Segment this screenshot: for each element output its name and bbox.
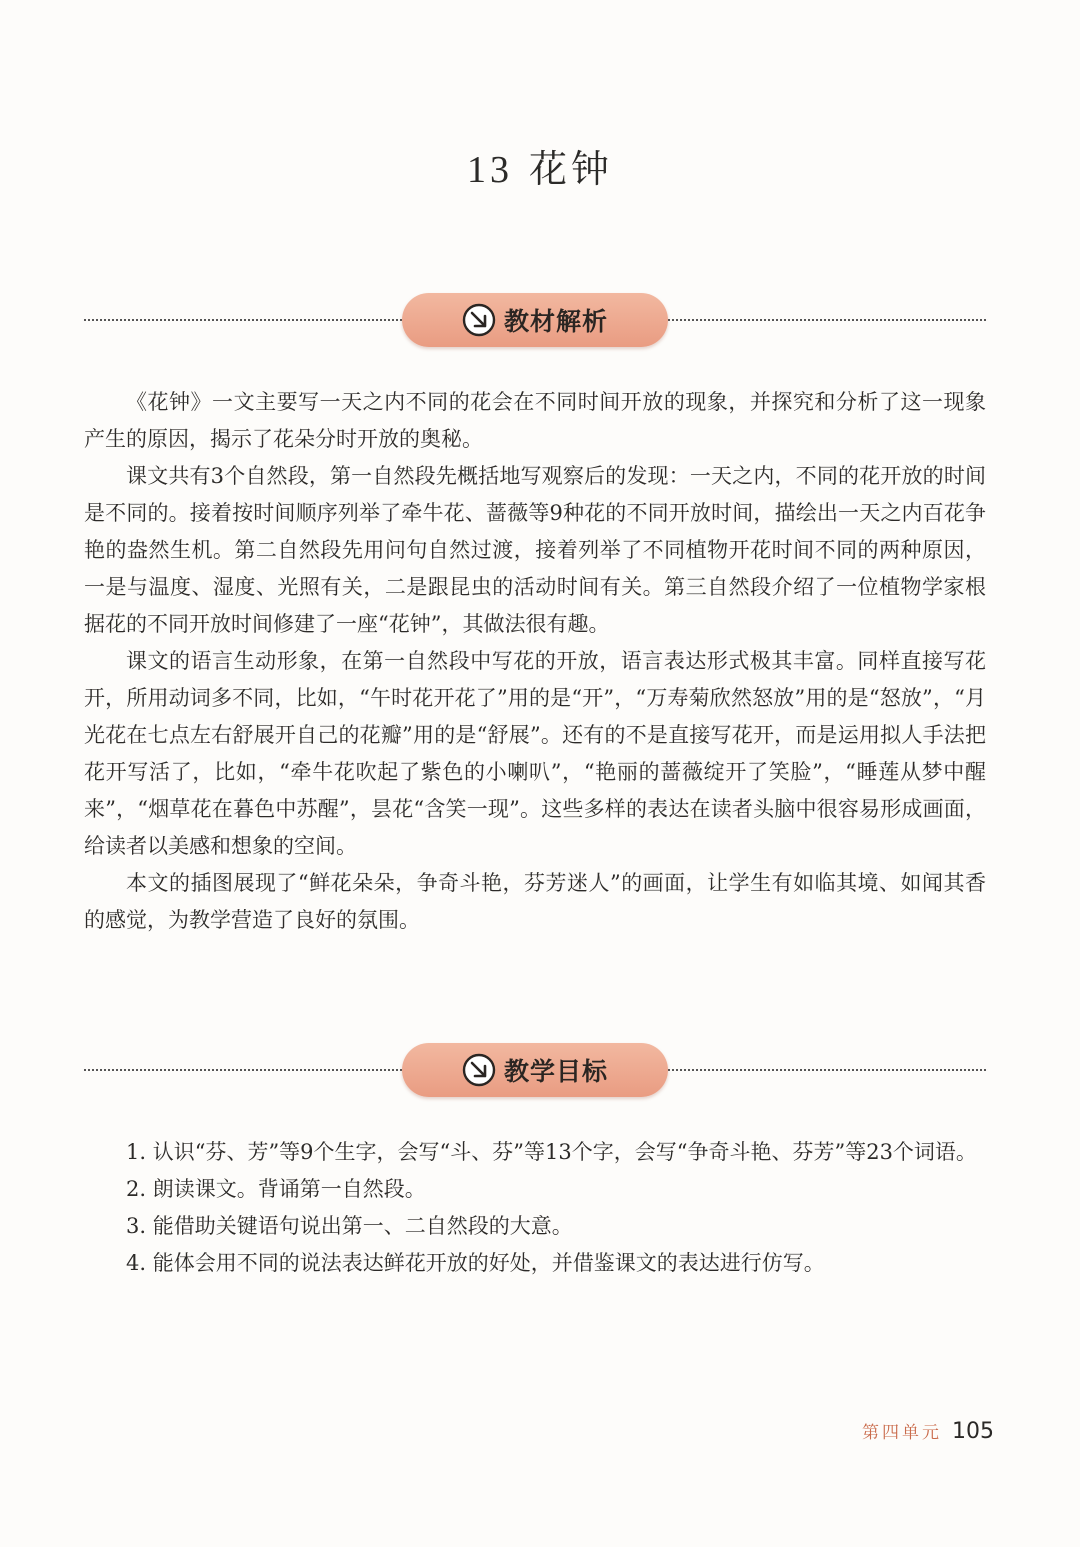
goal-item: 2. 朗读课文。背诵第一自然段。 [126, 1177, 426, 1201]
paragraph: 《花钟》一文主要写一天之内不同的花会在不同时间开放的现象，并探究和分析了这一现象产生的原因，揭示了花朵分时开放的奥秘。 [84, 390, 986, 451]
paragraph: 课文共有3个自然段，第一自然段先概括地写观察后的发现：一天之内，不同的花开放的时间是不同的。接着按时间顺序列举了牵牛花、蔷薇等9种花的不同开放时间，描绘出一天之内百花争艳的盎然生机。第二自然段先用问句自然过渡，接着列举了不同植物开花时间不同的两种原因，一是与温度、湿度、光照有关，二是跟昆虫的活动时间有关。第三自然段介绍了一位植物学家根据花的不同开放时间修建了一座“花钟”，其做法很有趣。 [84, 464, 986, 636]
goal-item: 1. 认识“芬、芳”等9个生字，会写“斗、芬”等13个字，会写“争奇斗艳、芬芳”等23个词语。 [126, 1140, 977, 1164]
section-badge [402, 1043, 668, 1097]
unit-label: 第四单元 [862, 1423, 942, 1443]
goal-item: 3. 能借助关键语句说出第一、二自然段的大意。 [126, 1214, 573, 1238]
paragraph: 课文的语言生动形象，在第一自然段中写花的开放，语言表达形式极其丰富。同样直接写花开，所用动词多不同，比如，“午时花开花了”用的是“开”，“万寿菊欣然怒放”用的是“怒放”，“月光花在七点左右舒展开自己的花瓣”用的是“舒展”。还有的不是直接写花开，而是运用拟人手法把花开写活了，比如，“牵牛花吹起了紫色的小喇叭”，“艳丽的蔷薇绽开了笑脸”，“睡莲从梦中醒来”，“烟草花在暮色中苏醒”，昙花“含笑一现”。这些多样的表达在读者头脑中很容易形成画面，给读者以美感和想象的空间。 [84, 649, 986, 858]
goal-item: 4. 能体会用不同的说法表达鲜花开放的好处，并借鉴课文的表达进行仿写。 [126, 1251, 825, 1275]
section-header-analysis [84, 293, 986, 347]
analysis-body [84, 384, 986, 939]
goals-list [84, 1134, 986, 1282]
page-number: 105 [952, 1419, 994, 1444]
lesson-title: 花钟 [528, 147, 613, 191]
paragraph: 本文的插图展现了“鲜花朵朵，争奇斗艳，芬芳迷人”的画面，让学生有如临其境、如闻其香的感觉，为教学营造了良好的氛围。 [84, 871, 986, 932]
section-label: 教学目标 [503, 1057, 608, 1086]
page-footer [862, 1418, 994, 1444]
section-badge [402, 293, 668, 347]
section-header-goals [84, 1043, 986, 1097]
arrow-circle-icon [462, 1053, 496, 1087]
page-title [0, 138, 1080, 193]
section-label: 教材解析 [503, 307, 608, 336]
lesson-number: 13 [466, 149, 513, 191]
arrow-circle-icon [462, 303, 496, 337]
